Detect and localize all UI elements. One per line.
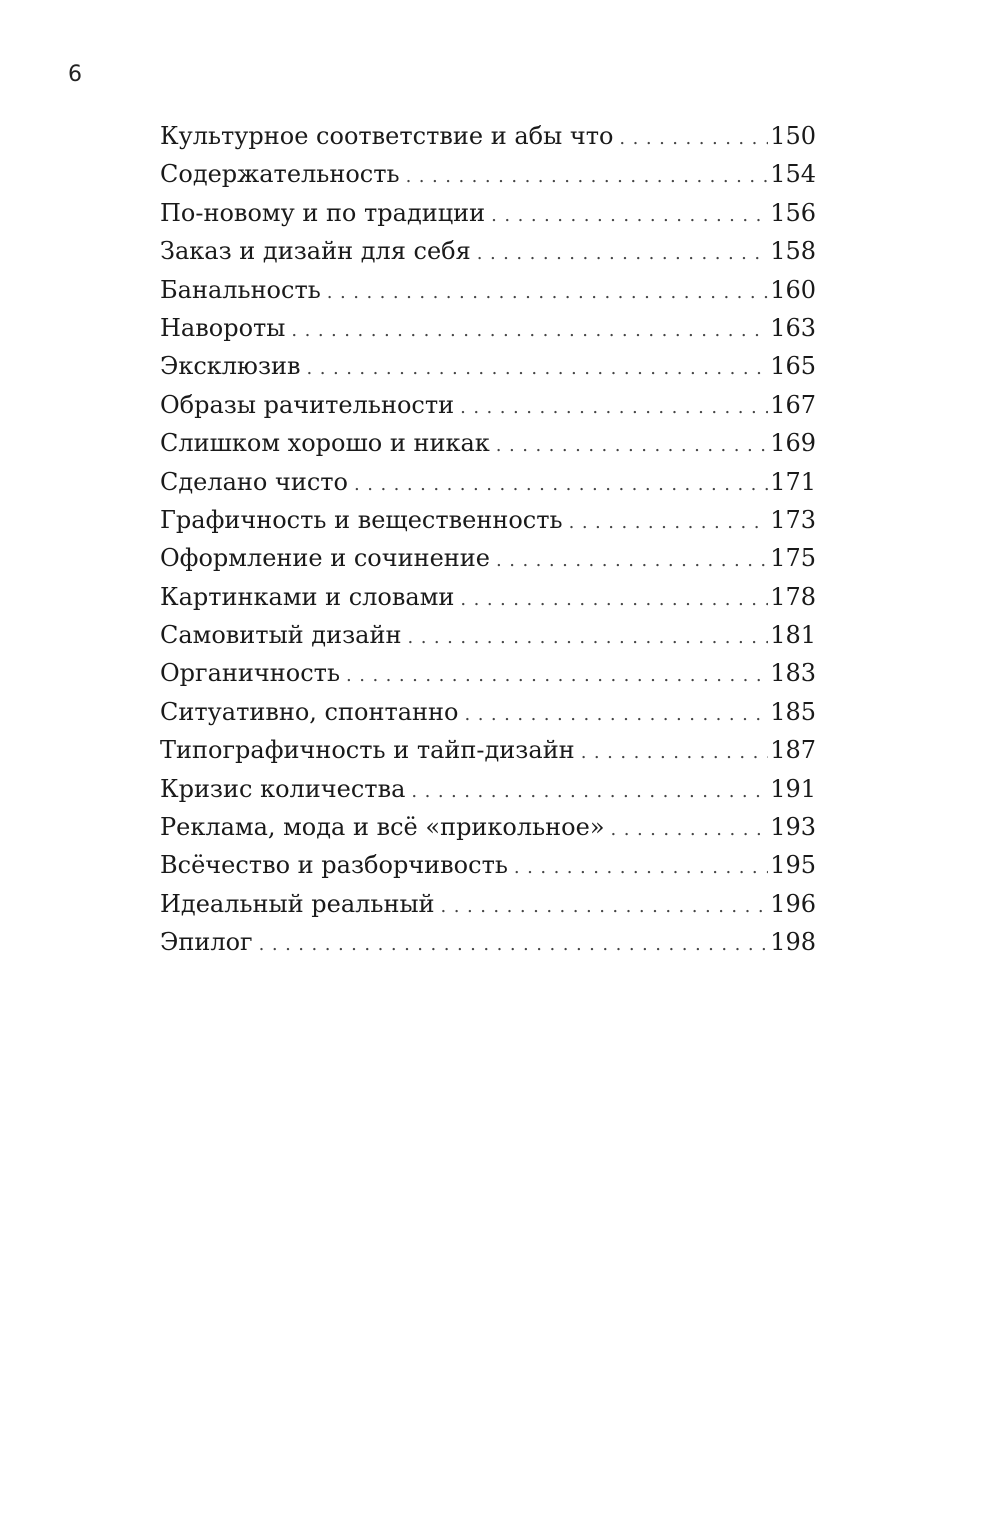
toc-dot-leader [406,158,769,193]
toc-entry-title: Графичность и вещественность [160,505,563,534]
toc-entry-page: 195 [770,851,816,880]
toc-entry[interactable] [160,424,816,462]
toc-entry[interactable] [160,271,816,309]
toc-entry[interactable] [160,463,816,501]
toc-dot-leader [581,734,769,769]
toc-dot-leader [496,542,768,577]
page-number: 6 [68,62,82,87]
toc-entry-title: Ситуативно, спонтанно [160,697,459,726]
toc-dot-leader [346,657,768,692]
toc-entry-page: 178 [770,582,816,611]
toc-entry-page: 183 [770,659,816,688]
toc-dot-leader [477,235,768,270]
toc-entry-title: По-новому и по традиции [160,198,486,227]
toc-entry-page: 196 [770,889,816,918]
toc-entry-title: Реклама, мода и всё «прикольное» [160,813,605,842]
toc-entry-title: Сделано чисто [160,467,349,496]
toc-entry[interactable] [160,539,816,577]
toc-entry[interactable] [160,770,816,808]
toc-entry-title: Оформление и сочинение [160,544,490,573]
toc-entry-page: 171 [770,467,816,496]
toc-entry-title: Банальность [160,275,321,304]
table-of-contents [160,117,816,962]
toc-entry-page: 191 [770,774,816,803]
toc-entry[interactable] [160,232,816,270]
toc-dot-leader [327,274,768,309]
toc-entry[interactable] [160,846,816,884]
toc-entry[interactable] [160,885,816,923]
toc-entry[interactable] [160,616,816,654]
toc-entry[interactable] [160,808,816,846]
toc-entry-page: 165 [770,352,816,381]
toc-entry[interactable] [160,731,816,769]
toc-entry[interactable] [160,501,816,539]
toc-dot-leader [496,427,768,462]
toc-entry-title: Содержательность [160,160,400,189]
toc-entry-title: Заказ и дизайн для себя [160,237,471,266]
toc-entry-page: 173 [770,505,816,534]
toc-dot-leader [619,120,768,155]
toc-dot-leader [464,696,768,731]
toc-dot-leader [259,926,769,961]
toc-entry-title: Эксклюзив [160,352,301,381]
toc-entry-page: 158 [770,237,816,266]
toc-entry-title: Идеальный реальный [160,889,435,918]
toc-dot-leader [441,888,769,923]
toc-entry-page: 187 [770,736,816,765]
toc-entry[interactable] [160,347,816,385]
toc-dot-leader [407,619,768,654]
toc-dot-leader [491,197,768,232]
toc-entry[interactable] [160,155,816,193]
toc-entry[interactable] [160,654,816,692]
toc-entry-title: Культурное соответствие и абы что [160,122,614,150]
toc-entry[interactable] [160,386,816,424]
toc-dot-leader [611,811,769,846]
toc-dot-leader [569,504,769,539]
toc-entry-page: 156 [770,198,816,227]
toc-entry[interactable] [160,578,816,616]
toc-entry-page: 154 [770,160,816,189]
toc-entry[interactable] [160,693,816,731]
toc-entry-title: Образы рачительности [160,390,455,419]
toc-entry-title: Картинками и словами [160,582,455,611]
toc-dot-leader [460,389,768,424]
toc-entry-page: 198 [770,928,816,957]
toc-entry-title: Самовитый дизайн [160,621,402,650]
toc-dot-leader [307,350,769,385]
toc-entry-page: 150 [770,122,816,150]
toc-entry-title: Всёчество и разборчивость [160,851,508,880]
toc-entry-page: 163 [770,313,816,342]
toc-dot-leader [291,312,768,347]
toc-entry-title: Органичность [160,659,341,688]
toc-dot-leader [411,773,768,808]
toc-entry[interactable] [160,309,816,347]
toc-entry-page: 185 [770,697,816,726]
toc-entry-title: Кризис количества [160,774,406,803]
toc-entry-title: Навороты [160,313,286,342]
toc-entry[interactable] [160,117,816,155]
toc-entry-page: 160 [770,275,816,304]
toc-entry-title: Типографичность и тайп-дизайн [160,736,575,765]
toc-entry[interactable] [160,923,816,961]
toc-dot-leader [514,849,768,884]
toc-entry-page: 193 [770,813,816,842]
toc-entry-title: Слишком хорошо и никак [160,429,490,458]
toc-entry-title: Эпилог [160,928,253,957]
toc-dot-leader [460,581,768,616]
toc-dot-leader [354,466,768,501]
toc-entry[interactable] [160,194,816,232]
toc-entry-page: 181 [770,621,816,650]
toc-entry-page: 169 [770,429,816,458]
toc-entry-page: 167 [770,390,816,419]
toc-entry-page: 175 [770,544,816,573]
